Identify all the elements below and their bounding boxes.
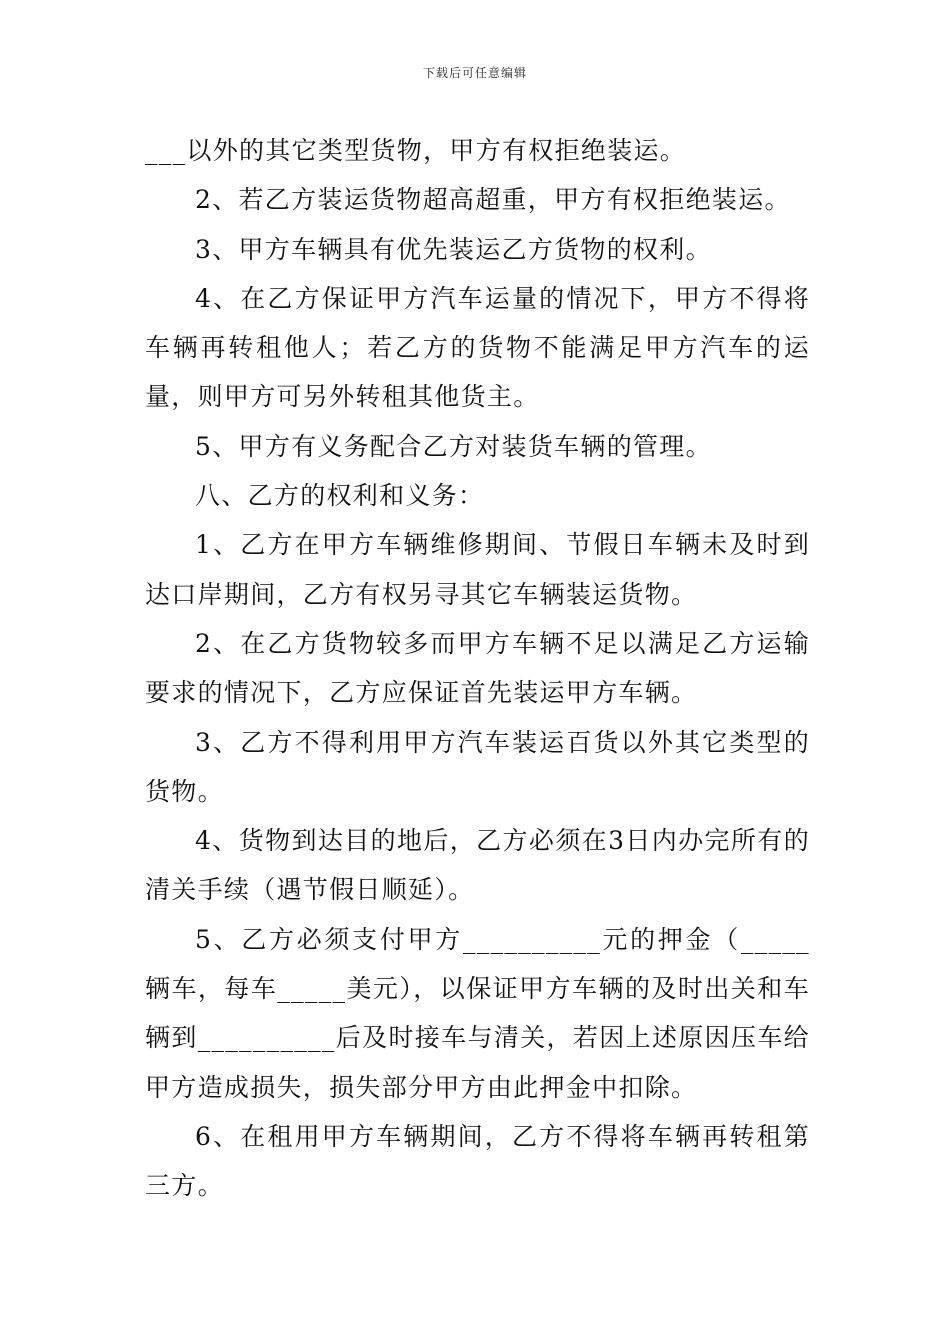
- paragraph-clause: 5、乙方必须支付甲方__________元的押金（_____辆车，每车_____美元），以保证甲方车辆的及时出关和车辆到__________后及时接车与清关，若因上述原因压车给甲方造成损失，损失部分甲方由此押金中扣除。: [145, 924, 810, 1102]
- paragraph-clause: 2、在乙方货物较多而甲方车辆不足以满足乙方运输要求的情况下，乙方应保证首先装运甲方车辆。: [145, 628, 810, 708]
- paragraph-clause: 5、甲方有义务配合乙方对装货车辆的管理。: [195, 431, 712, 461]
- paragraph-clause: 2、若乙方装运货物超高超重，甲方有权拒绝装运。: [195, 185, 791, 215]
- paragraph-continuation: ___以外的其它类型货物，甲方有权拒绝装运。: [145, 136, 687, 165]
- document-body: [145, 126, 810, 1211]
- paragraph-clause: 4、在乙方保证甲方汽车运量的情况下，甲方不得将车辆再转租他人；若乙方的货物不能满足甲方汽车的运量，则甲方可另外转租其他货主。: [145, 283, 810, 412]
- paragraph-clause: 3、乙方不得利用甲方汽车装运百货以外其它类型的货物。: [145, 727, 810, 806]
- section-heading: 八、乙方的权利和义务：: [195, 481, 485, 511]
- paragraph-clause: 4、货物到达目的地后，乙方必须在3日内办完所有的清关手续（遇节假日顺延）。: [145, 826, 810, 905]
- paragraph-clause: 3、甲方车辆具有优先装运乙方货物的权利。: [195, 234, 712, 264]
- paragraph-clause: 1、乙方在甲方车辆维修期间、节假日车辆未及时到达口岸期间，乙方有权另寻其它车辆装运货物。: [145, 530, 810, 609]
- page-header-note: 下载后可任意编辑: [422, 66, 527, 80]
- paragraph-clause: 6、在租用甲方车辆期间，乙方不得将车辆再转租第三方。: [145, 1121, 810, 1201]
